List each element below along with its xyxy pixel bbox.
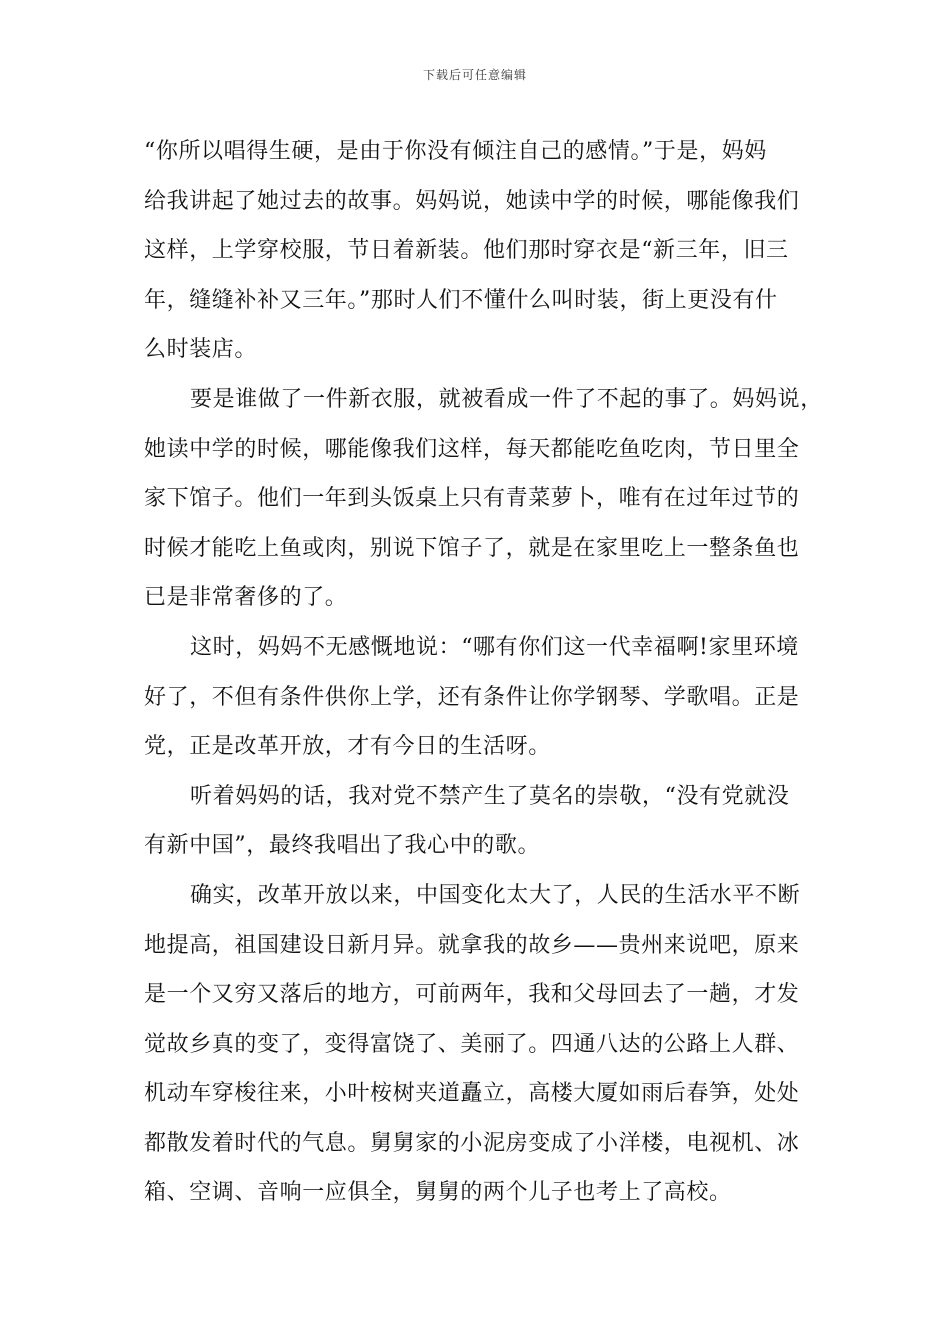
text-line: 好了，不但有条件供你上学，还有条件让你学钢琴、学歌唱。正是	[144, 684, 800, 710]
text-line: 是一个又穷又落后的地方，可前两年，我和父母回去了一趟，才发	[144, 982, 800, 1008]
paragraph-first-line: 听着妈妈的话，我对党不禁产生了莫名的崇敬，“没有党就没	[190, 783, 790, 809]
text-line: 家下馆子。他们一年到头饭桌上只有青菜萝卜，唯有在过年过节的	[144, 486, 800, 512]
text-line: “你所以唱得生硬，是由于你没有倾注自己的感情。”于是，妈妈	[144, 139, 767, 164]
text-line: 地提高，祖国建设日新月异。就拿我的故乡——贵州来说吧，原来	[144, 932, 800, 958]
body-text	[144, 127, 823, 1218]
text-line: 她读中学的时候，哪能像我们这样，每天都能吃鱼吃肉，节日里全	[144, 436, 800, 462]
text-line: 党，正是改革开放，才有今日的生活呀。	[144, 734, 551, 760]
text-line: 都散发着时代的气息。舅舅家的小泥房变成了小洋楼，电视机、冰	[144, 1130, 800, 1156]
text-line: 机动车穿梭往来，小叶桉树夹道矗立，高楼大厦如雨后春笋，处处	[144, 1081, 800, 1107]
paragraph-first-line: 确实，改革开放以来，中国变化太大了，人民的生活水平不断	[190, 882, 801, 908]
text-line: 已是非常奢侈的了。	[144, 585, 348, 611]
paragraph-first-line: 这时，妈妈不无感慨地说：“哪有你们这一代幸福啊!家里环境	[190, 634, 799, 660]
text-line: 这样，上学穿校服，节日着新装。他们那时穿衣是“新三年，旧三	[144, 238, 789, 264]
text-line: 给我讲起了她过去的故事。妈妈说，她读中学的时候，哪能像我们	[144, 188, 800, 214]
text-line: 箱、空调、音响一应俱全，舅舅的两个儿子也考上了高校。	[144, 1180, 732, 1206]
text-line: 有新中国”，最终我唱出了我心中的歌。	[144, 833, 541, 859]
page-header: 下载后可任意编辑	[422, 68, 527, 82]
text-line: 觉故乡真的变了，变得富饶了、美丽了。四通八达的公路上人群、	[144, 1031, 800, 1057]
paragraph-first-line: 要是谁做了一件新衣服，就被看成一件了不起的事了。妈妈说，	[190, 386, 823, 412]
text-line: 年，缝缝补补又三年。”那时人们不懂什么叫时装，街上更没有什	[144, 287, 778, 313]
text-line: 时候才能吃上鱼或肉，别说下馆子了，就是在家里吃上一整条鱼也	[144, 535, 800, 561]
text-line: 么时装店。	[144, 337, 258, 363]
